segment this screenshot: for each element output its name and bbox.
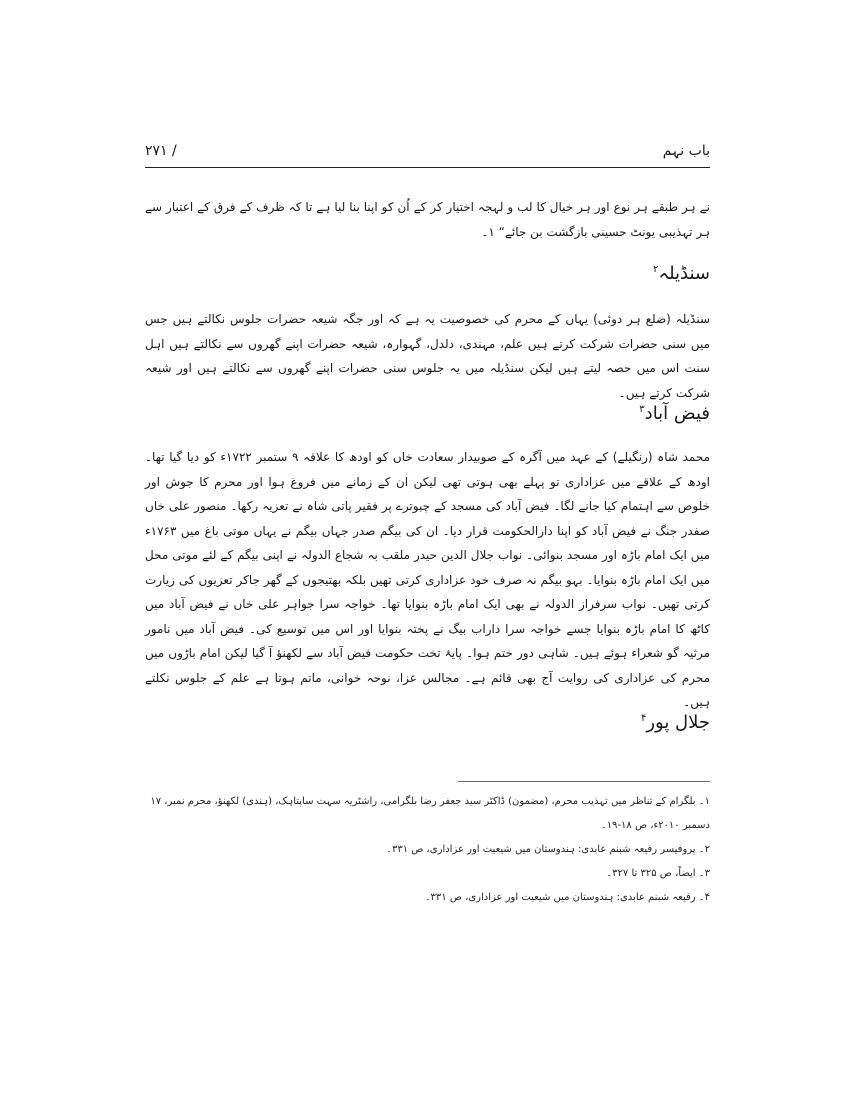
intro-paragraph: نے ہر طبقے ہر نوع اور ہر خیال کا لب و لہجہ اختیار کر کے اُن کو اپنا بنا لیا ہے تا کہ ظرف کے فرق کے اعتبار سے ہر تہذیبی یونٹ حسینی بازگشت بن جائے“ ۱۔ [145,200,710,239]
footnote-4: ۴۔ رفیعہ شبنم عابدی: ہندوستان میں شیعیت اور عزاداری، ص ۳۳۱۔ [424,892,710,903]
section-heading-faizabad [639,403,710,424]
section-paragraph-sandila: سنڈیلہ (ضلع ہر دوئی) یہاں کے محرم کی خصوصیت یہ ہے کہ اور جگہ شیعہ حضرات جلوس نکالتے ہیں جس میں سنی حضرات شرکت کرتے ہیں علم، مہندی، دلدل، گہوارہ، شیعہ حضرات اپنے گھروں سے نکالتے ہیں اہل سنت اس میں حصہ لیتے ہیں لیکن سنڈیلہ میں یہ جلوس سنی حضرات اپنے گھروں سے نکالتے ہیں اور شیعہ شرکت کرتے ہیں۔ [145,312,710,400]
section-heading-jalalpur [641,712,710,733]
footnote-2: ۲۔ پروفیسر رفیعہ شبنم عابدی: ہندوستان میں شیعیت اور عزاداری، ص ۳۳۱۔ [386,844,710,855]
footnote-mark: ۲ [653,264,659,275]
section-heading-text: سنڈیلہ [658,263,710,284]
section-heading-sandila [653,263,710,284]
page-number: / ۲۷۱ [145,143,177,159]
section-heading-text: فیض آباد [644,403,710,424]
footnote-mark: ۴ [640,713,647,724]
section-heading-text: جلال پور [646,712,710,733]
section-paragraph-faizabad: محمد شاہ (رنگیلے) کے عہد میں آگرہ کے صوبیدار سعادت خاں کو اودھ کا علاقہ ۹ ستمبر ۱۷۲۲ء کو دیا گیا تھا۔ اودھ کے علاقے میں عزاداری تو پہلے بھی ہوتی تھی لیکن ان کے زمانے میں فروغ ہوا اور محرم کا جوش اور خلوص سے اہتمام کیا جانے لگا۔ فیض آباد کی مسجد کے چبوترے پر فقیر پاتی شاہ نے تعزیہ رکھا۔ منصور علی خاں صفدر جنگ نے فیض آباد کو اپنا دارالحکومت قرار دیا۔ ان کی بیگم صدر جہاں بیگم نے یہاں موتی باغ میں ۱۷۶۳ء میں ایک امام باڑہ اور مسجد بنوائی۔ نواب جلال الدین حیدر ملقب بہ شجاع الدولہ نے اپنی بیگم کے لئے موتی محل میں ایک امام باڑہ بنوایا۔ بہو بیگم نہ صرف خود عزاداری کرتی تھیں بلکہ بھتیجوں کے گھر جاکر تعزیوں کی زیارت کرتی تھیں۔ نواب سرفراز الدولہ نے بھی ایک امام باڑہ بنوایا تھا۔ خواجہ سرا جواہر علی خاں نے فیض آباد میں کاٹھ کا امام باڑہ بنوایا جسے خواجہ سرا داراب بیگ نے پختہ بنوایا اور اس میں توسیع کی۔ فیض آباد میں نامور مرثیہ گو شعراء ہوئے ہیں۔ شاہی دور ختم ہوا۔ پایۂ تخت حکومت فیض آباد سے لکھنؤ آ گیا لیکن امام باڑوں میں محرم کی عزاداری کی روایت آج بھی قائم ہے۔ مجالس عزا، نوحہ خوانی، ماتم ہوتا ہے علم کے جلوس نکلتے ہیں۔ [145,450,711,709]
running-header [145,143,710,167]
chapter-title: باب نہم [662,143,710,159]
footnote-rule [458,781,710,782]
header-rule [145,167,710,168]
footnote-3: ۳۔ ایضاً، ص ۳۲۵ تا ۳۲۷۔ [606,868,710,879]
footnotes [145,790,710,910]
footnote-mark: ۳ [639,404,645,415]
footnote-1: ۱۔ بلگرام کے تناظر میں تہذیب محرم، (مضمون) ڈاکٹر سید جعفر رضا بلگرامی، راشٹریہ سہت ساپتاہک، (ہندی) لکھنؤ، محرم نمبر، ۱۷ دسمبر ۲۰۱۰ء، ص ۱۸-۱۹۔ [150,796,710,831]
